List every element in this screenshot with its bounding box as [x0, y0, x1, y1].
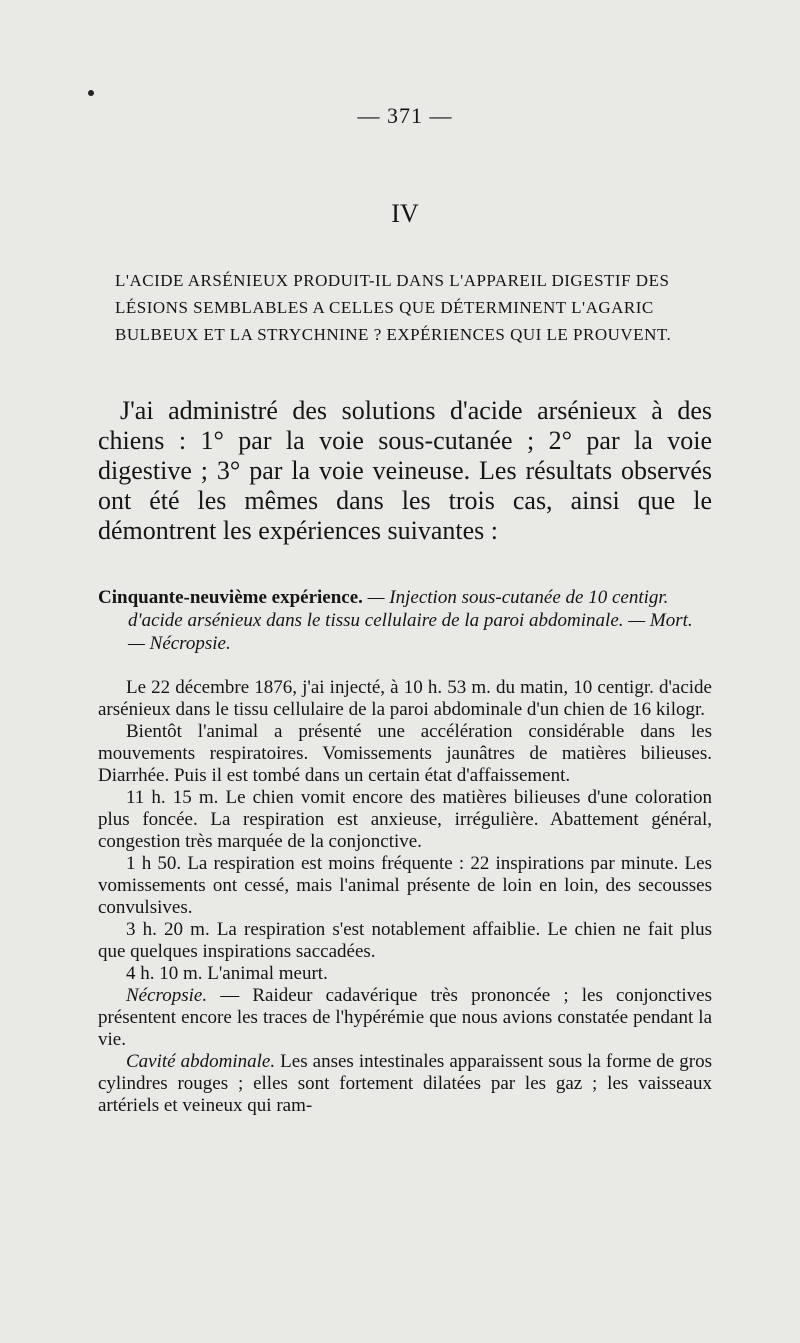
cavite-paragraph	[98, 1051, 712, 1117]
experiment-heading	[98, 586, 712, 655]
intro-paragraph: J'ai administré des solutions d'acide arsénieux à des chiens : 1° par la voie sous-cutanée ; 2° par la voie digestive ; 3° par la voie veineuse. Les résultats observés ont été les mêmes dans les trois cas, ainsi que le démontrent les expériences suivantes :	[98, 396, 712, 545]
paragraph-3: 11 h. 15 m. Le chien vomit encore des matières bilieuses d'une coloration plus foncée. La respiration est anxieuse, irrégulière. Abattement général, congestion très marquée de la conjonctive.	[98, 787, 712, 852]
cavite-text: Les anses intestinales apparaissent sous la forme de gros cylindres rouges ; elles sont fortement dilatées par les gaz ; les vaisseaux artériels et veineux qui ram-	[98, 1051, 712, 1116]
necropsie-label: Nécropsie.	[126, 985, 208, 1006]
paragraph-2: Bientôt l'animal a présenté une accélération considérable dans les mouvements respiratoires. Vomissements jaunâtres de matières bilieuses. Diarrhée. Puis il est tombé dans un certain état d'affaissement.	[98, 721, 712, 786]
cavite-label: Cavité abdominale.	[126, 1051, 276, 1072]
section-title	[98, 267, 712, 348]
page-number: — 371 —	[357, 103, 453, 128]
paragraph-4: 1 h 50. La respiration est moins fréquente : 22 inspirations par minute. Les vomissements ont cessé, mais l'animal présente de loin en loin, des secousses convulsives.	[98, 853, 712, 918]
necropsie-paragraph	[98, 985, 712, 1051]
experiment-subtitle: — Injection sous-cutanée de 10 centigr. d'acide arsénieux dans le tissu cellulaire de la paroi abdominale. — Mort. — Nécropsie.	[128, 587, 693, 654]
paragraph-5: 3 h. 20 m. La respiration s'est notablement affaiblie. Le chien ne fait plus que quelques inspirations saccadées.	[98, 919, 712, 962]
ink-spot	[88, 90, 94, 96]
experiment-title: Cinquante-neuvième expérience.	[98, 587, 363, 608]
paragraph-1: Le 22 décembre 1876, j'ai injecté, à 10 h. 53 m. du matin, 10 centigr. d'acide arsénieux dans le tissu cellulaire de la paroi abdominale d'un chien de 16 kilogr.	[98, 677, 712, 720]
experiment-body	[98, 677, 712, 1117]
necropsie-text: — Raideur cadavérique très prononcée ; les conjonctives présentent encore les traces de l'hypérémie que nous avions constatée pendant la vie.	[98, 985, 712, 1050]
paragraph-6: 4 h. 10 m. L'animal meurt.	[126, 963, 328, 984]
chapter-number: IV	[391, 199, 419, 228]
section-title-text: L'ACIDE ARSÉNIEUX PRODUIT-IL DANS L'APPAREIL DIGESTIF DES LÉSIONS SEMBLABLES A CELLES QUE DÉTERMINENT L'AGARIC BULBEUX ET LA STRYCHNINE ? EXPÉRIENCES QUI LE PROUVENT.	[115, 271, 672, 344]
